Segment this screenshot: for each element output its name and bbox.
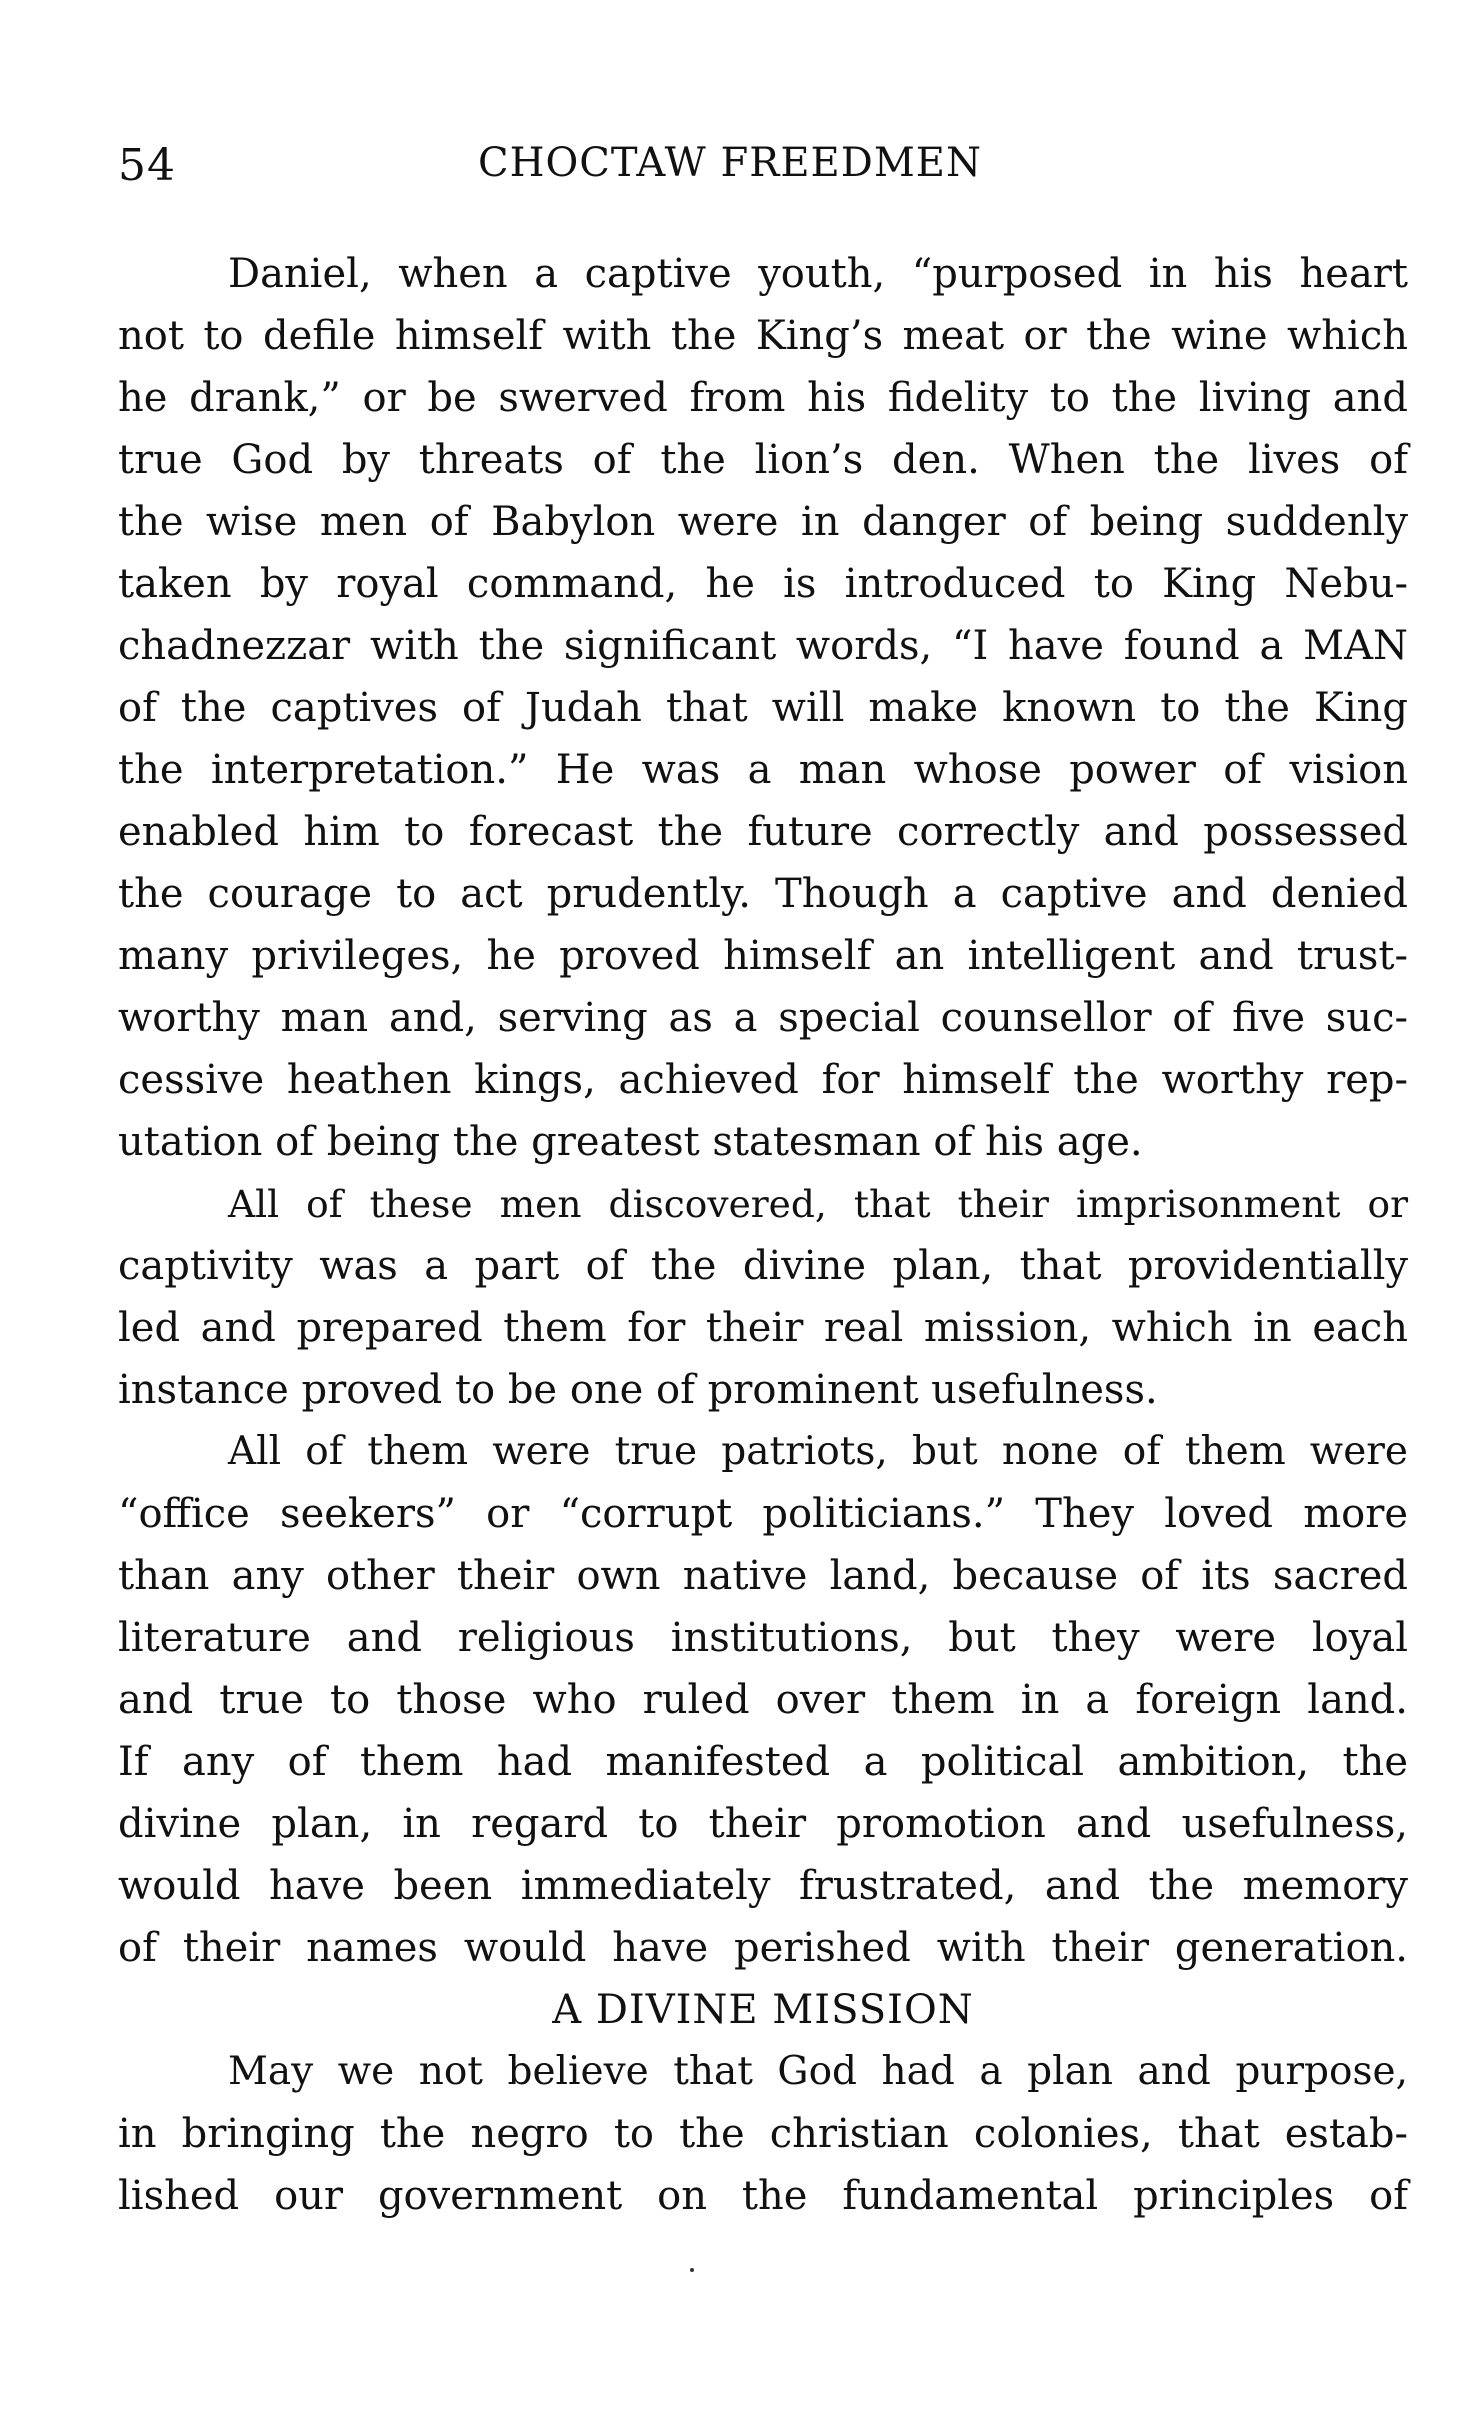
text-line: and true to those who ruled over them in a foreign land.: [118, 1677, 1408, 1723]
text-line: the wise men of Babylon were in danger of being suddenly: [118, 499, 1408, 545]
text-line: of the captives of Judah that will make known to the King: [118, 685, 1408, 731]
text-line: he drank,” or be swerved from his fidelity to the living and: [118, 375, 1408, 421]
text-line: taken by royal command, he is introduced to King Nebu-: [118, 561, 1408, 607]
running-title: CHOCTAW FREEDMEN: [478, 140, 982, 186]
text-line: would have been immediately frustrated, and the memory: [118, 1863, 1408, 1909]
text-line: lished our government on the fundamental principles of: [118, 2173, 1408, 2219]
text-line: the interpretation.” He was a man whose power of vision: [118, 747, 1408, 793]
text-line: enabled him to forecast the future correctly and possessed: [118, 809, 1408, 855]
text-line: cessive heathen kings, achieved for himself the worthy rep-: [118, 1057, 1408, 1103]
text-line: in bringing the negro to the christian colonies, that estab-: [118, 2111, 1408, 2157]
section-heading: A DIVINE MISSION: [552, 1987, 974, 2033]
text-line: not to defile himself with the King’s meat or the wine which: [118, 313, 1408, 359]
text-line: Daniel, when a captive youth, “purposed in his heart: [228, 251, 1408, 297]
text-line: All of these men discovered, that their imprisonment or: [228, 1182, 1408, 1226]
page-number: 54: [118, 140, 176, 191]
text-line: true God by threats of the lion’s den. When the lives of: [118, 437, 1408, 483]
body-text: [118, 243, 1408, 2227]
text-line: instance proved to be one of prominent usefulness.: [118, 1367, 1158, 1413]
text-line: of their names would have perished with their generation.: [118, 1925, 1408, 1971]
running-head: [118, 140, 1408, 200]
text-line: worthy man and, serving as a special counsellor of five suc-: [118, 995, 1408, 1041]
text-line: chadnezzar with the significant words, “I have found a MAN: [118, 623, 1408, 669]
text-line: literature and religious institutions, but they were loyal: [118, 1615, 1408, 1661]
text-line: than any other their own native land, because of its sacred: [118, 1553, 1408, 1599]
text-line: “office seekers” or “corrupt politicians.” They loved more: [118, 1491, 1408, 1537]
text-line: led and prepared them for their real mission, which in each: [118, 1305, 1408, 1351]
text-line: May we not believe that God had a plan and purpose,: [228, 2049, 1408, 2094]
text-line: captivity was a part of the divine plan, that providentially: [118, 1243, 1408, 1289]
text-line: utation of being the greatest statesman of his age.: [118, 1119, 1143, 1165]
print-speck: [690, 2268, 694, 2272]
text-line: If any of them had manifested a political ambition, the: [118, 1739, 1408, 1785]
text-line: many privileges, he proved himself an intelligent and trust-: [118, 933, 1408, 979]
text-line: the courage to act prudently. Though a captive and denied: [118, 871, 1408, 917]
text-line: divine plan, in regard to their promotion and usefulness,: [118, 1801, 1408, 1847]
text-line: All of them were true patriots, but none of them were: [228, 1429, 1408, 1474]
